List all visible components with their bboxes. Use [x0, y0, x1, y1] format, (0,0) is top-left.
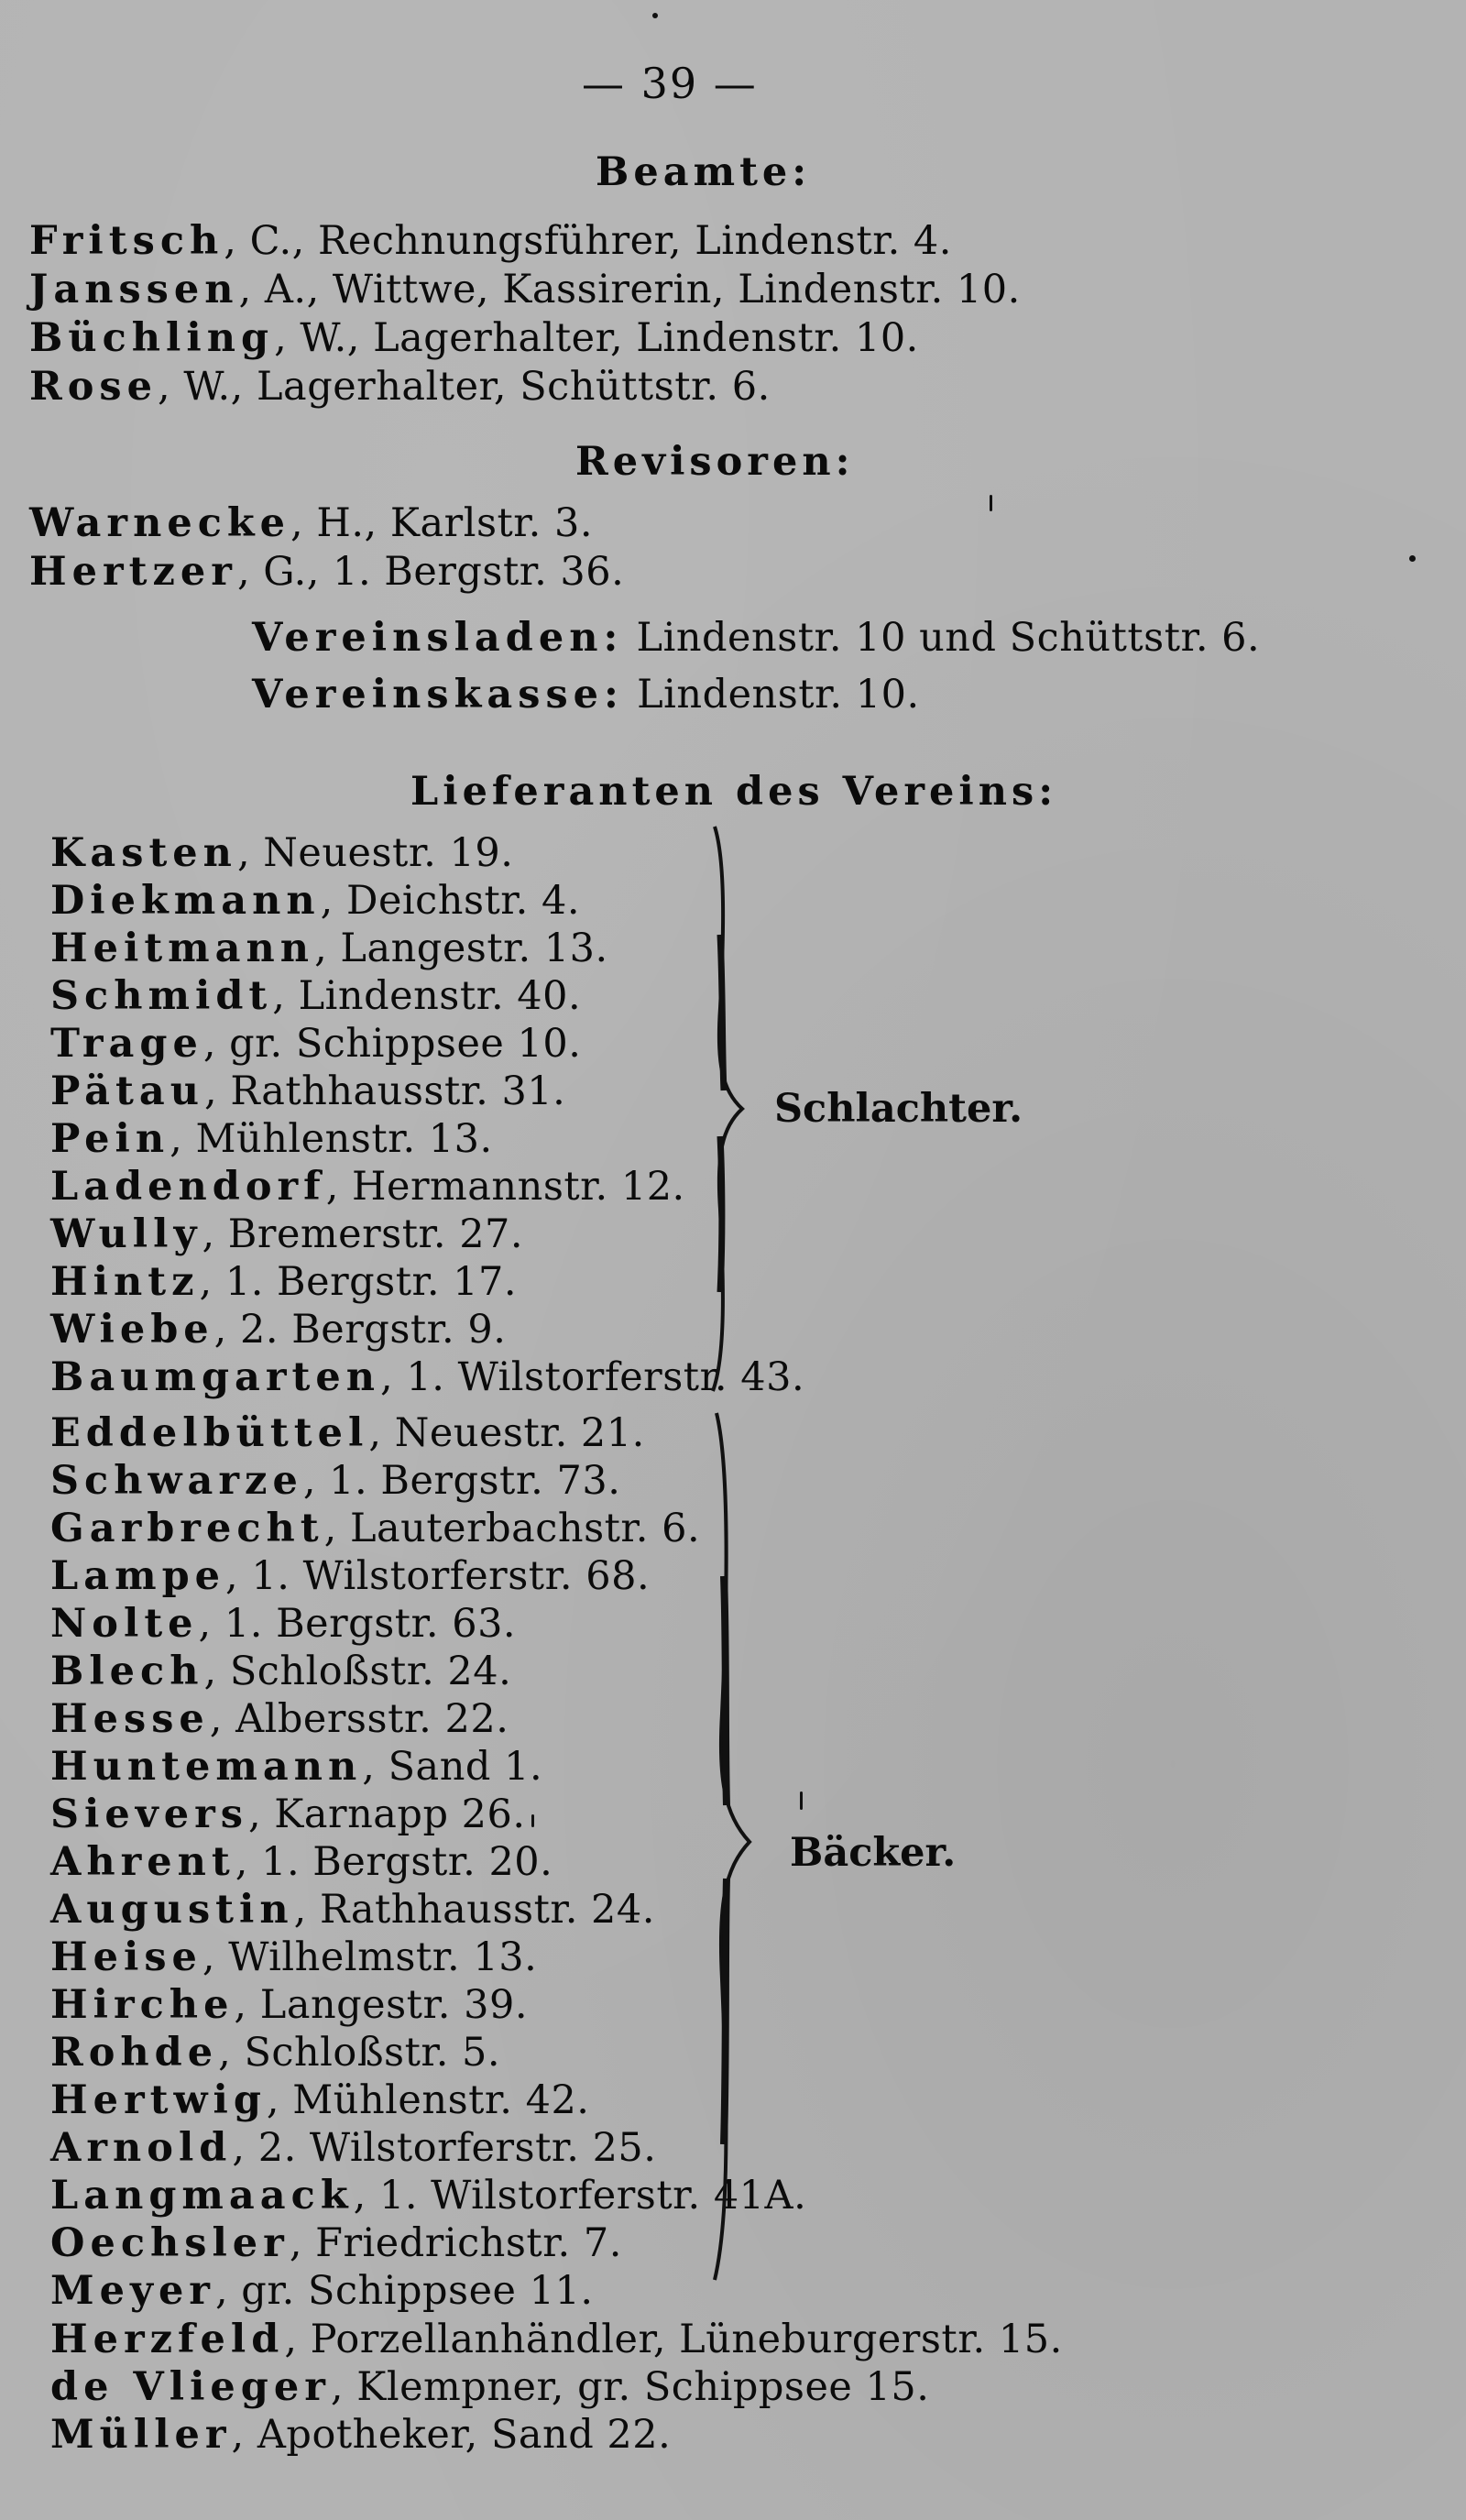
entry-details: , W., Lagerhalter, Lindenstr. 10.	[274, 315, 919, 361]
entry-name: de Vlieger	[50, 2364, 331, 2410]
entry-details: , 1. Bergstr. 73.	[302, 1458, 621, 1504]
entry-details: , Langestr. 13.	[314, 926, 608, 971]
entry-details: , 1. Bergstr. 20.	[235, 1839, 553, 1885]
baecker-entry	[50, 1743, 542, 1791]
baecker-entry	[50, 1457, 620, 1505]
entry-details: , Friedrichstr. 7.	[289, 2220, 622, 2266]
entry-details: , Wilhelmstr. 13.	[202, 1934, 538, 1980]
entry-beamte	[29, 266, 1021, 313]
schlachter-entry	[50, 1306, 506, 1353]
entry-details: , Neuestr. 19.	[236, 830, 514, 876]
print-speck	[531, 1814, 534, 1827]
baecker-entry	[50, 1695, 509, 1743]
schlachter-entry	[50, 1211, 523, 1258]
entry-name: Trage	[50, 1021, 203, 1067]
entry-name: Pätau	[50, 1068, 205, 1114]
entry-name: Rose	[29, 364, 158, 410]
entry-details: , gr. Schippsee 11.	[214, 2268, 594, 2314]
vereinsladen-line	[252, 614, 1260, 662]
entry-details: , Schloßstr. 24.	[203, 1649, 512, 1694]
baecker-entry	[50, 1934, 537, 1981]
schlachter-entry	[50, 1163, 685, 1211]
entry-details: , 1. Bergstr. 63.	[198, 1601, 517, 1647]
baecker-entry	[50, 1600, 516, 1648]
schlachter-entry	[50, 1020, 581, 1068]
print-speck	[1409, 555, 1416, 562]
vereinskasse-label: Vereinskasse:	[252, 672, 624, 718]
entry-name: Müller	[50, 2412, 232, 2458]
schlachter-entry	[50, 925, 608, 972]
entry-name: Heitmann	[50, 926, 315, 971]
entry-name: Diekmann	[50, 878, 321, 924]
entry-name: Eddelbüttel	[50, 1410, 369, 1456]
entry-name: Hertwig	[50, 2077, 267, 2123]
baecker-entry	[50, 1552, 650, 1600]
baecker-entry	[50, 2124, 656, 2172]
entry-name: Lampe	[50, 1553, 226, 1599]
entry-details: , 2. Wilstorferstr. 25.	[232, 2125, 657, 2171]
entry-details: , A., Wittwe, Kassirerin, Lindenstr. 10.	[238, 267, 1021, 312]
entry-details: , Hermannstr. 12.	[325, 1164, 685, 1210]
entry-details: , Klempner, gr. Schippsee 15.	[330, 2364, 930, 2410]
baecker-entry	[50, 1886, 655, 1934]
entry-beamte	[29, 217, 952, 265]
schlachter-entry	[50, 877, 580, 925]
schlachter-entry	[50, 1258, 517, 1306]
heading-revisoren: Revisoren:	[575, 439, 855, 485]
entry-name: Oechsler	[50, 2220, 290, 2266]
entry-name: Hintz	[50, 1259, 200, 1305]
baecker-entry	[50, 2029, 500, 2076]
entry-details: , 1. Bergstr. 17.	[199, 1259, 518, 1305]
entry-name: Kasten	[50, 830, 237, 876]
baecker-entry	[50, 1791, 526, 1838]
entry-name: Warnecke	[29, 500, 291, 546]
entry-name: Arnold	[50, 2125, 233, 2171]
entry-details: , Rathhausstr. 24.	[293, 1887, 655, 1933]
entry-revisoren	[29, 548, 624, 596]
schlachter-brace	[696, 825, 751, 1393]
entry-details: , Porzellanhändler, Lüneburgerstr. 15.	[284, 2317, 1063, 2362]
entry-details: , Neuestr. 21.	[368, 1410, 645, 1456]
schlachter-entry	[50, 1115, 493, 1163]
baecker-entry	[50, 2219, 622, 2267]
entry-name: Sievers	[50, 1791, 248, 1837]
entry-details: , Deichstr. 4.	[320, 878, 581, 924]
entry-name: Blech	[50, 1649, 204, 1694]
entry-name: Herzfeld	[50, 2317, 285, 2362]
schlachter-entry	[50, 1353, 804, 1401]
schlachter-entry	[50, 1068, 565, 1115]
baecker-entry	[50, 1505, 700, 1552]
baecker-entry	[50, 2172, 806, 2219]
entry-name: Schmidt	[50, 973, 273, 1019]
entry-name: Büchling	[29, 315, 275, 361]
baecker-entry	[50, 1409, 645, 1457]
entry-details: , Rathhausstr. 31.	[204, 1068, 566, 1114]
vereinskasse-value: Lindenstr. 10.	[623, 672, 920, 718]
entry-details: , gr. Schippsee 10.	[202, 1021, 582, 1067]
entry-details: , Albersstr. 22.	[209, 1696, 509, 1742]
vereinsladen-label: Vereinsladen:	[252, 615, 624, 661]
entry-revisoren	[29, 499, 593, 547]
baecker-entry	[50, 1981, 528, 2029]
entry-name: Wiebe	[50, 1307, 214, 1353]
entry-details: , Karnapp 26.	[247, 1791, 526, 1837]
baecker-entry	[50, 1648, 511, 1695]
schlachter-entry	[50, 829, 513, 877]
entry-name: Baumgarten	[50, 1354, 381, 1400]
entry-name: Hesse	[50, 1696, 210, 1742]
page-number: — 39 —	[582, 59, 758, 108]
print-speck	[990, 495, 992, 511]
entry-name: Janssen	[29, 267, 239, 312]
entry-details: , 1. Wilstorferstr. 43.	[380, 1354, 805, 1400]
entry-name: Heise	[50, 1934, 202, 1980]
entry-name: Schwarze	[50, 1458, 303, 1504]
entry-name: Ahrent	[50, 1839, 235, 1885]
entry-details: , 1. Wilstorferstr. 41A.	[353, 2173, 807, 2219]
entry-details: , 1. Wilstorferstr. 68.	[225, 1553, 651, 1599]
entry-details: , Mühlenstr. 42.	[266, 2077, 590, 2123]
other-supplier-entry	[50, 2316, 1063, 2363]
entry-details: , Sand 1.	[362, 1744, 543, 1790]
entry-name: Augustin	[50, 1887, 294, 1933]
entry-name: Ladendorf	[50, 1164, 326, 1210]
entry-details: , Schloßstr. 5.	[218, 2030, 501, 2076]
entry-details: , Lauterbachstr. 6.	[323, 1506, 701, 1551]
entry-details: , Mühlenstr. 13.	[170, 1116, 493, 1162]
entry-details: , Apotheker, Sand 22.	[231, 2412, 672, 2458]
entry-details: , C., Rechnungsführer, Lindenstr. 4.	[224, 218, 952, 264]
vereinsladen-value: Lindenstr. 10 und Schüttstr. 6.	[623, 615, 1261, 661]
baecker-entry	[50, 2267, 594, 2315]
entry-name: Fritsch	[29, 218, 224, 264]
entry-name: Garbrecht	[50, 1506, 324, 1551]
other-supplier-entry	[50, 2411, 671, 2459]
baecker-entry	[50, 1838, 552, 1886]
schlachter-label: Schlachter.	[774, 1086, 1023, 1132]
entry-details: , H., Karlstr. 3.	[290, 500, 593, 546]
entry-name: Langmaack	[50, 2173, 354, 2219]
entry-details: , Bremerstr. 27.	[202, 1211, 524, 1257]
entry-name: Huntemann	[50, 1744, 363, 1790]
print-speck	[800, 1791, 803, 1810]
schlachter-entry	[50, 972, 581, 1020]
baecker-label: Bäcker.	[790, 1830, 957, 1876]
entry-details: , G., 1. Bergstr. 36.	[236, 549, 625, 595]
vereinskasse-line	[252, 671, 920, 718]
entry-name: Pein	[50, 1116, 170, 1162]
heading-lieferanten: Lieferanten des Vereins:	[410, 769, 1058, 815]
entry-name: Wully	[50, 1211, 202, 1257]
entry-name: Hirche	[50, 1982, 235, 2028]
entry-beamte	[29, 314, 919, 362]
entry-name: Rohde	[50, 2030, 219, 2076]
entry-name: Meyer	[50, 2268, 215, 2314]
print-speck	[652, 13, 658, 18]
entry-name: Hertzer	[29, 549, 237, 595]
entry-name: Nolte	[50, 1601, 199, 1647]
entry-details: , Langestr. 39.	[234, 1982, 529, 2028]
entry-details: , Lindenstr. 40.	[272, 973, 582, 1019]
heading-beamte: Beamte:	[596, 149, 812, 195]
baecker-entry	[50, 2076, 589, 2124]
baecker-brace	[696, 1411, 760, 2282]
entry-beamte	[29, 363, 771, 411]
other-supplier-entry	[50, 2363, 929, 2411]
entry-details: , W., Lagerhalter, Schüttstr. 6.	[157, 364, 771, 410]
entry-details: , 2. Bergstr. 9.	[213, 1307, 507, 1353]
